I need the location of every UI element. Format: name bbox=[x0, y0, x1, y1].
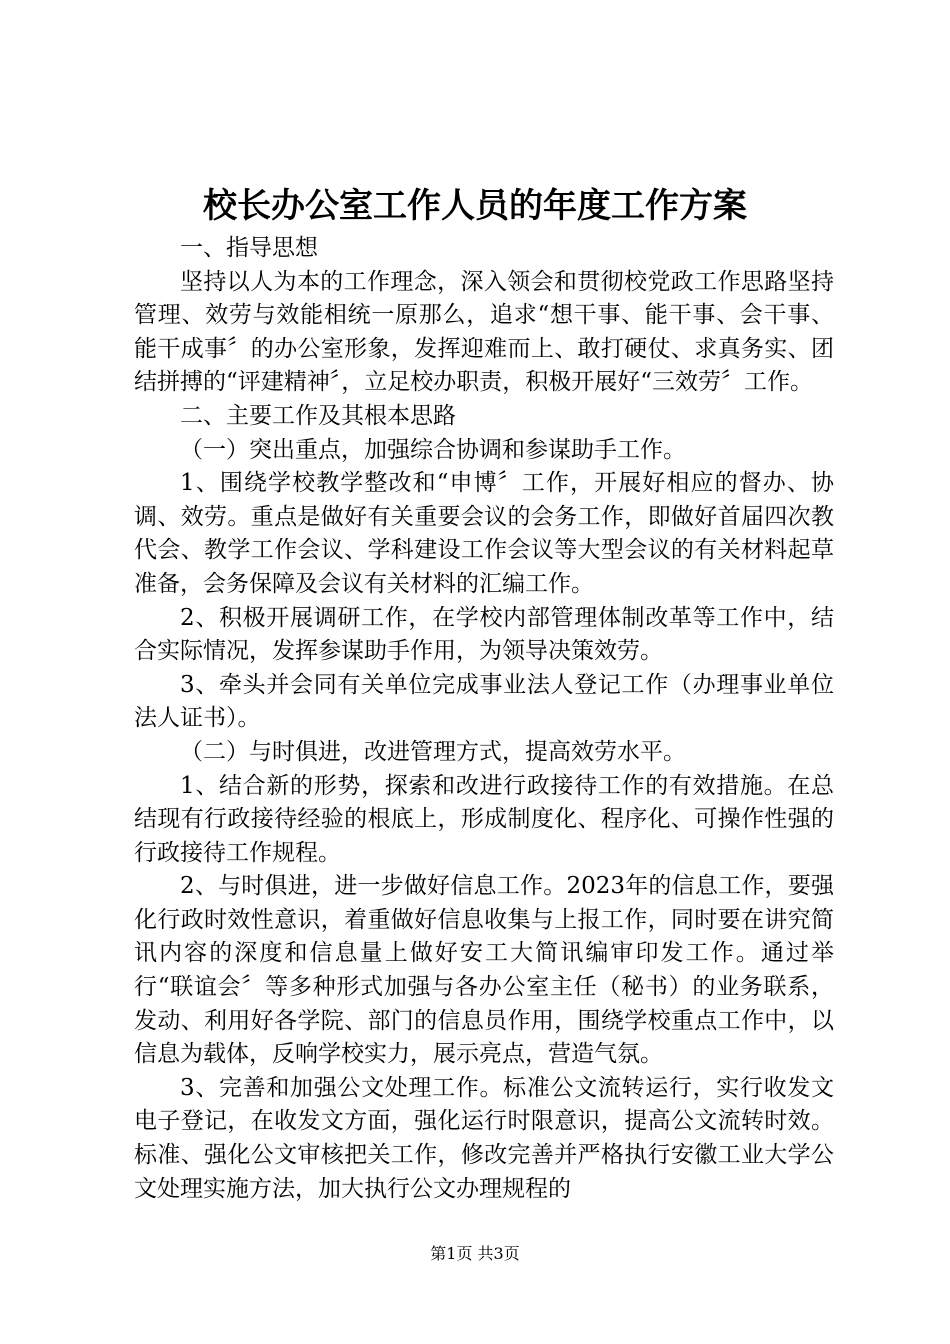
section-heading: 一、指导思想 bbox=[180, 235, 318, 261]
paragraph: 2、与时俱进，进一步做好信息工作。2023年的信息工作，要强化行政时效性意识，着重做好信息收集与上报工作，同时要在讲究简讯内容的深度和信息量上做好安工大简讯编审印发工作。通过举行“联谊会〞等多种形式加强与各办公室主任（秘书）的业务联系，发动、利用好各学院、部门的信息员作用，围绕学校重点工作中，以信息为载体，反响学校实力，展示亮点，营造气氛。 bbox=[134, 873, 834, 1068]
subsection-heading: （二）与时俱进，改进管理方式，提高效劳水平。 bbox=[180, 738, 686, 765]
paragraph: 3、牵头并会同有关单位完成事业法人登记工作（办理事业单位法人证书）。 bbox=[134, 671, 834, 732]
paragraph: 1、结合新的形势，探索和改进行政接待工作的有效措施。在总结现有行政接待经验的根底上，形成制度化、程序化、可操作性强的行政接待工作规程。 bbox=[134, 772, 834, 866]
document-title: 校长办公室工作人员的年度工作方案 bbox=[203, 186, 747, 226]
document-body bbox=[134, 232, 834, 1206]
paragraph: 坚持以人为本的工作理念，深入领会和贯彻校党政工作思路坚持管理、效劳与效能相统一原那么，追求“想干事、能干事、会干事、能干成事〞的办公室形象，发挥迎难而上、敢打硬仗、求真务实、团结拼搏的“评建精神〞，立足校办职责，积极开展好“三效劳〞工作。 bbox=[134, 268, 834, 396]
paragraph: 2、积极开展调研工作，在学校内部管理体制改革等工作中，结合实际情况，发挥参谋助手作用，为领导决策效劳。 bbox=[134, 604, 834, 665]
page-footer bbox=[0, 1243, 950, 1265]
page-number: 第1页 共3页 bbox=[430, 1244, 520, 1263]
section-heading: 二、主要工作及其根本思路 bbox=[180, 402, 456, 429]
paragraph: 3、完善和加强公文处理工作。标准公文流转运行，实行收发文电子登记，在收发文方面，强化运行时限意识，提高公文流转时效。标准、强化公文审核把关工作，修改完善并严格执行安徽工业大学公文处理实施方法，加大执行公文办理规程的 bbox=[134, 1074, 834, 1202]
subsection-heading: （一）突出重点，加强综合协调和参谋助手工作。 bbox=[180, 436, 686, 463]
paragraph: 1、围绕学校教学整改和“申博〞工作，开展好相应的督办、协调、效劳。重点是做好有关重要会议的会务工作，即做好首届四次教代会、教学工作会议、学科建设工作会议等大型会议的有关材料起草准备，会务保障及会议有关材料的汇编工作。 bbox=[134, 470, 834, 597]
